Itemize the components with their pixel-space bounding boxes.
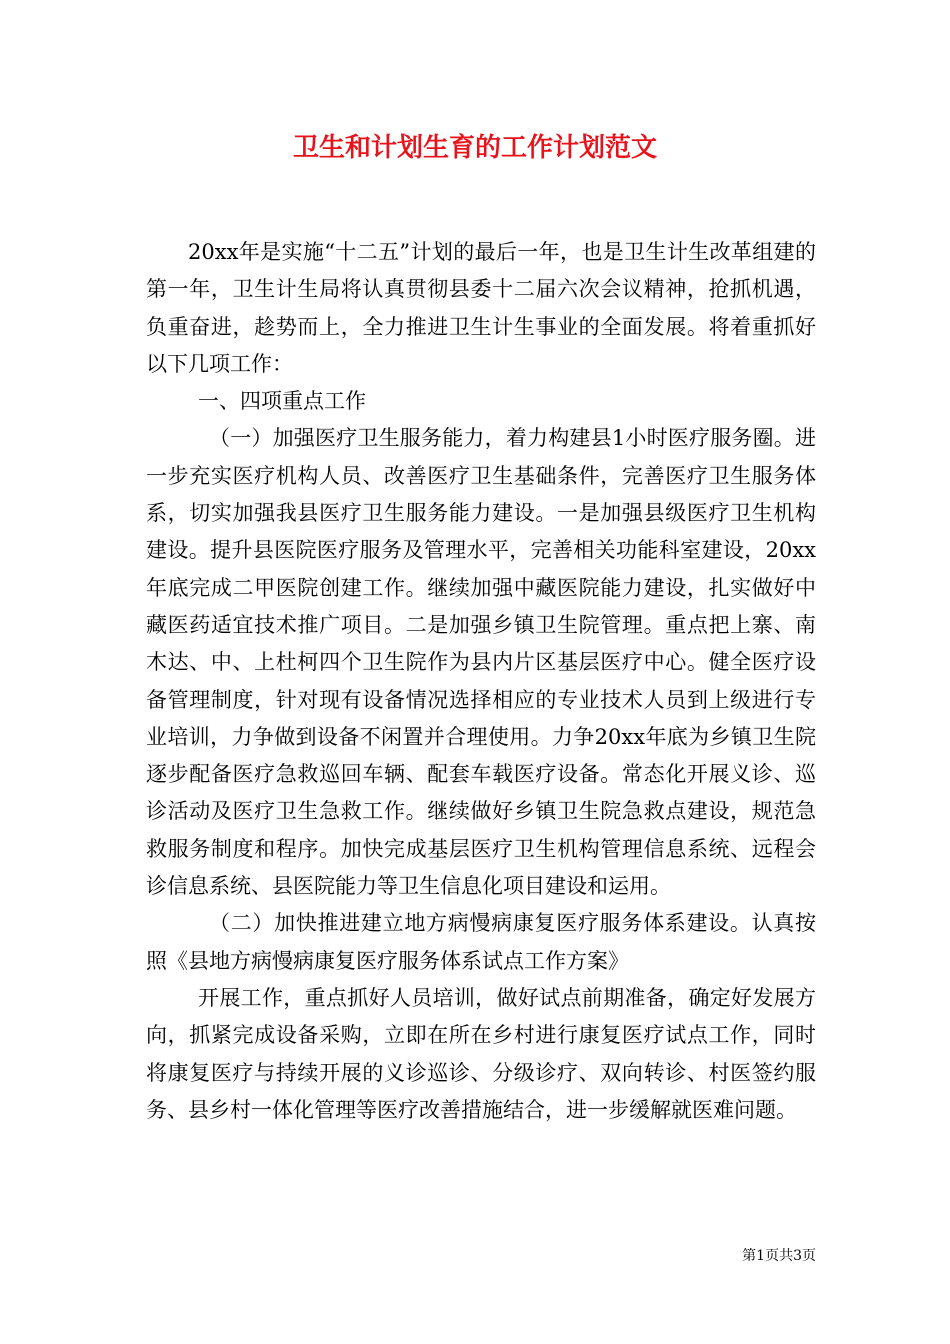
paragraph-intro: 20xx年是实施“十二五”计划的最后一年，也是卫生计生改革组建的第一年，卫生计生局将认真贯彻县委十二届六次会议精神，抢抓机遇，负重奋进，趁势而上，全力推进卫生计生事业的全面发展。将着重抓好以下几项工作： [146,240,816,376]
page-number: 第1页共3页 [742,1248,816,1264]
document-body [146,234,816,1129]
paragraph-item-2-continued: 开展工作，重点抓好人员培训，做好试点前期准备，确定好发展方向，抓紧完成设备采购，立即在所在乡村进行康复医疗试点工作，同时将康复医疗与持续开展的义诊巡诊、分级诊疗、双向转诊、村医签约服务、县乡村一体化管理等医疗改善措施结合，进一步缓解就医难问题。 [146,985,816,1122]
document-title: 卫生和计划生育的工作计划范文 [292,133,657,163]
paragraph-item-2: （二）加快推进建立地方病慢病康复医疗服务体系建设。认真按照《县地方病慢病康复医疗服务体系试点工作方案》 [146,911,816,973]
section-heading: 一、四项重点工作 [198,389,366,414]
paragraph-item-1: （一）加强医疗卫生服务能力，着力构建县1小时医疗服务圈。进一步充实医疗机构人员、改善医疗卫生基础条件，完善医疗卫生服务体系，切实加强我县医疗卫生服务能力建设。一是加强县级医疗卫生机构建设。提升县医院医疗服务及管理水平，完善相关功能科室建设，20xx年底完成二甲医院创建工作。继续加强中藏医院能力建设，扎实做好中藏医药适宜技术推广项目。二是加强乡镇卫生院管理。重点把上寨、南木达、中、上杜柯四个卫生院作为县内片区基层医疗中心。健全医疗设备管理制度，针对现有设备情况选择相应的专业技术人员到上级进行专业培训，力争做到设备不闲置并合理使用。力争20xx年底为乡镇卫生院逐步配备医疗急救巡回车辆、配套车载医疗设备。常态化开展义诊、巡诊活动及医疗卫生急救工作。继续做好乡镇卫生院急救点建设，规范急救服务制度和程序。加快完成基层医疗卫生机构管理信息系统、远程会诊信息系统、县医院能力等卫生信息化项目建设和运用。 [146,426,816,899]
